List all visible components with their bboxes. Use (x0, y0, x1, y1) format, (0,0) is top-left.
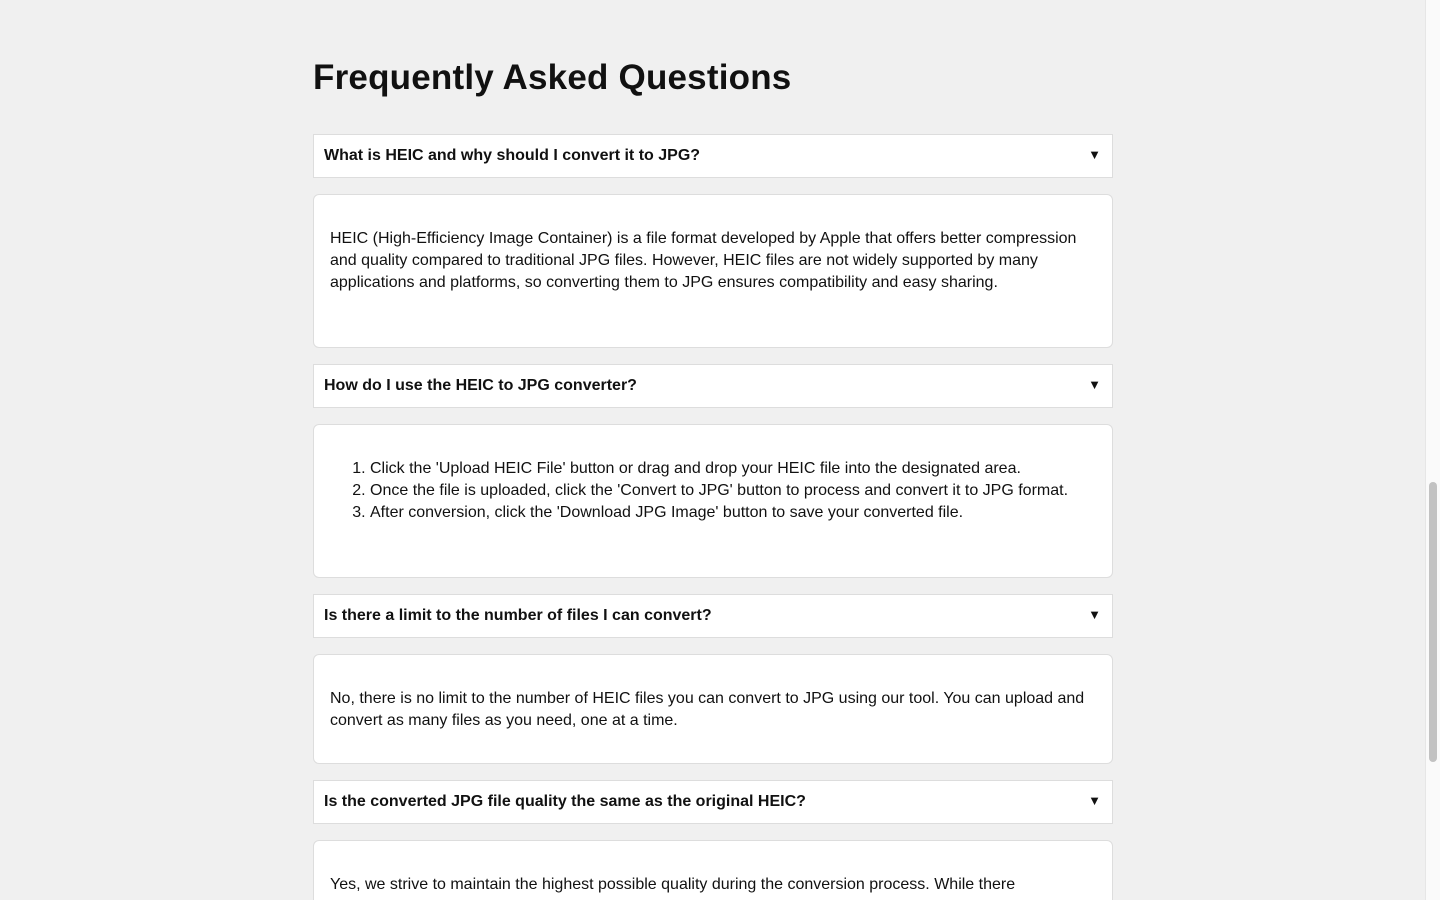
faq-answer-text: HEIC (High-Efficiency Image Container) is a file format developed by Apple that offers better compression and quality compared to traditional JPG files. However, HEIC files are not widely supported by many applications and platforms, so converting them to JPG ensures compatibility and easy sharing. (330, 230, 1077, 291)
triangle-down-icon: ▼ (1088, 377, 1101, 392)
faq-question-heic-why[interactable] (313, 134, 1113, 178)
scrollbar-thumb[interactable] (1429, 482, 1437, 762)
faq-answer-file-limit (313, 654, 1113, 764)
triangle-down-icon: ▼ (1088, 793, 1101, 808)
triangle-down-icon: ▼ (1088, 147, 1101, 162)
vertical-scrollbar[interactable] (1425, 0, 1440, 900)
faq-step: 1. Click the 'Upload HEIC File' button or drag and drop your HEIC file into the designated area. (370, 458, 1096, 480)
faq-question-how-to-use[interactable] (313, 364, 1113, 408)
faq-question-text: Is there a limit to the number of files I can convert? (324, 607, 712, 624)
faq-answer-text: No, there is no limit to the number of HEIC files you can convert to JPG using our tool. You can upload and convert as many files as you need, one at a time. (330, 690, 1085, 729)
faq-step: 2. Once the file is uploaded, click the 'Convert to JPG' button to process and convert it to JPG format. (370, 480, 1096, 502)
faq-answer-text: Yes, we strive to maintain the highest possible quality during the conversion process. While there (330, 876, 1016, 893)
faq-title: Frequently Asked Questions (313, 58, 792, 97)
triangle-down-icon: ▼ (1088, 607, 1101, 622)
faq-steps-list (330, 458, 1096, 524)
faq-answer-heic-why (313, 194, 1113, 348)
faq-question-text: What is HEIC and why should I convert it to JPG? (324, 147, 701, 164)
faq-question-file-limit[interactable] (313, 594, 1113, 638)
faq-answer-quality (313, 840, 1113, 900)
faq-question-text: How do I use the HEIC to JPG converter? (324, 377, 637, 394)
faq-question-quality[interactable] (313, 780, 1113, 824)
faq-question-text: Is the converted JPG file quality the same as the original HEIC? (324, 793, 806, 810)
faq-answer-how-to-use (313, 424, 1113, 578)
faq-step: 3. After conversion, click the 'Download JPG Image' button to save your converted file. (370, 502, 1096, 524)
